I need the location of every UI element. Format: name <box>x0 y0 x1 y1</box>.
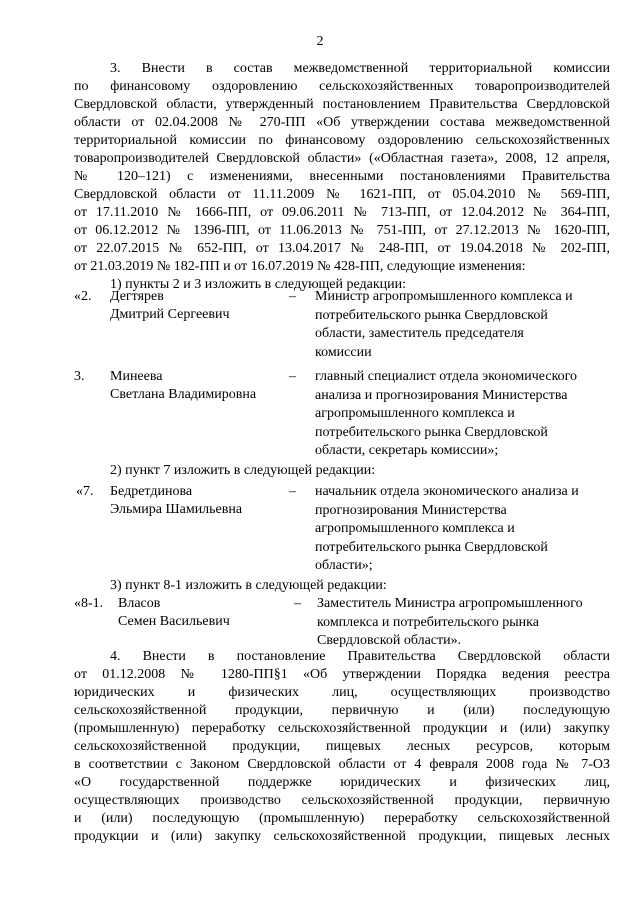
subitem-2-heading: 2) пункт 7 изложить в следующей редакции: <box>110 463 376 478</box>
position-line: области, заместитель председателя <box>315 326 524 341</box>
entry-dash: – <box>289 289 296 304</box>
position-line: потребительского рынка Свердловской <box>315 307 548 323</box>
paragraph-line: от 06.12.2012 № 1396-ПП, от 11.06.2013 № 751-ПП, от 27.12.2013 № 1620-ПП, <box>74 223 610 238</box>
paragraph-line: юридических и физических лиц, осуществляющих производство <box>74 685 610 700</box>
paragraph-line: сельскохозяйственной продукции, первичную и (или) последующую <box>74 703 610 718</box>
entry-dash: – <box>289 369 296 384</box>
subitem-3-heading: 3) пункт 8-1 изложить в следующей редакции: <box>110 578 387 593</box>
position-line: Заместитель Министра агропромышленного <box>317 596 583 611</box>
position-line: Свердловской области». <box>317 633 462 648</box>
paragraph-line: продукции и (или) закупку сельскохозяйственной продукции, пищевых лесных <box>74 829 610 844</box>
entry-number: 3. <box>74 369 85 384</box>
member-surname: Дегтярев <box>110 289 164 304</box>
position-line: начальник отдела экономического анализа и <box>315 484 579 499</box>
position-line: области, секретарь комиссии»; <box>315 443 499 458</box>
paragraph-line: от 01.12.2008 № 1280-ПП§1 «Об утверждении Порядка ведения реестра <box>74 667 610 682</box>
member-given-names: Эльмира Шамильевна <box>110 502 243 517</box>
paragraph-line: (промышленную) переработку сельскохозяйственной продукции и (или) закупку <box>74 721 610 736</box>
member-surname: Власов <box>118 596 161 611</box>
paragraph-line: области от 02.04.2008 № 270-ПП «Об утверждении состава межведомственной <box>74 115 610 130</box>
paragraph-line: территориальной комиссии по финансовому оздоровлению сельскохозяйственных <box>74 133 610 148</box>
position-line: главный специалист отдела экономического <box>315 369 578 384</box>
position-line: агропромышленного комплекса и <box>315 521 515 536</box>
entry-number: «2. <box>74 289 92 304</box>
paragraph-line: осуществляющих производство сельскохозяйственной продукции, первичную <box>74 793 610 808</box>
position-line: Министр агропромышленного комплекса и <box>315 289 573 304</box>
position-line: агропромышленного комплекса и <box>315 406 515 421</box>
entry-dash: – <box>294 596 301 611</box>
paragraph-line: 3. Внести в состав межведомственной территориальной комиссии <box>110 61 610 76</box>
position-line: комплекса и потребительского рынка <box>317 614 539 630</box>
position-line: потребительского рынка Свердловской <box>315 424 548 440</box>
paragraph-line: по финансовому оздоровлению сельскохозяйственных товаропроизводителей <box>74 79 610 94</box>
member-given-names: Светлана Владимировна <box>110 387 257 402</box>
paragraph-line: Свердловской области от 11.11.2009 № 1621-ПП, от 05.04.2010 № 569-ПП, <box>74 187 610 202</box>
paragraph-line: сельскохозяйственной продукции, пищевых лесных ресурсов, которым <box>74 739 610 754</box>
position-line: прогнозирования Министерства <box>315 502 507 518</box>
member-surname: Минеева <box>110 369 163 384</box>
paragraph-line: № 120–121) с изменениями, внесенными постановлениями Правительства <box>74 169 610 184</box>
paragraph-line: и (или) последующую (промышленную) переработку сельскохозяйственной <box>74 811 610 826</box>
paragraph-line: «О государственной поддержке юридических и физических лиц, <box>74 775 610 790</box>
page-number: 2 <box>316 34 324 49</box>
paragraph-line: 4. Внести в постановление Правительства Свердловской области <box>110 649 610 664</box>
entry-number: «7. <box>76 484 94 499</box>
paragraph-line: Свердловской области, утвержденный постановлением Правительства Свердловской <box>74 97 610 112</box>
position-line: области»; <box>315 558 373 573</box>
subitem-1-heading: 1) пункты 2 и 3 изложить в следующей редакции: <box>110 277 407 292</box>
position-line: анализа и прогнозирования Министерства <box>315 387 568 403</box>
member-surname: Бедретдинова <box>110 484 193 499</box>
member-given-names: Дмитрий Сергеевич <box>110 307 230 322</box>
entry-dash: – <box>289 484 296 499</box>
paragraph-line: от 17.11.2010 № 1666-ПП, от 09.06.2011 № 713-ПП, от 12.04.2012 № 364-ПП, <box>74 205 610 220</box>
paragraph-line: от 21.03.2019 № 182-ПП и от 16.07.2019 № 428-ПП, следующие изменения: <box>74 259 526 274</box>
paragraph-line: товаропроизводителей Свердловской области» («Областная газета», 2008, 12 апреля, <box>74 151 610 166</box>
paragraph-line: от 22.07.2015 № 652-ПП, от 13.04.2017 № 248-ПП, от 19.04.2018 № 202-ПП, <box>74 241 610 256</box>
paragraph-line: в соответствии с Законом Свердловской области от 4 февраля 2008 года № 7-ОЗ <box>74 757 610 772</box>
entry-number: «8-1. <box>74 596 104 611</box>
position-line: комиссии <box>315 344 372 360</box>
member-given-names: Семен Васильевич <box>118 614 230 629</box>
position-line: потребительского рынка Свердловской <box>315 539 548 555</box>
